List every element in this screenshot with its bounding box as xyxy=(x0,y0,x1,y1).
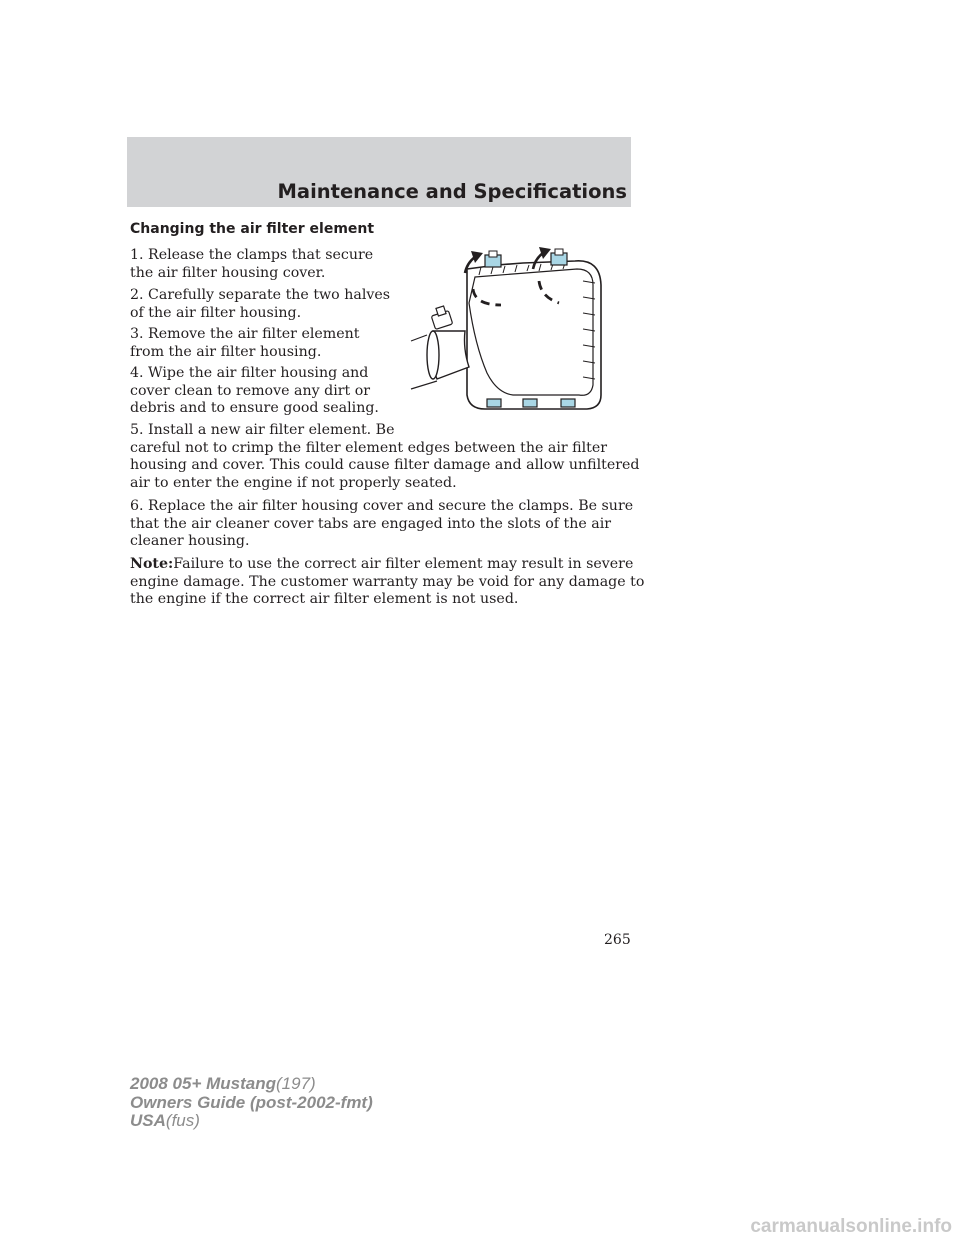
section-title: Changing the air filter element xyxy=(130,221,375,237)
step-3-line: from the air filter housing. xyxy=(130,343,322,360)
step-3 xyxy=(130,326,359,361)
step-1 xyxy=(130,247,373,282)
step-6-line: 6. Replace the air filter housing cover and secure the clamps. Be sure xyxy=(130,498,634,514)
bottom-clip xyxy=(523,399,537,407)
footer xyxy=(130,1075,373,1131)
step-6-line: cleaner housing. xyxy=(130,533,250,549)
footer-guide: Owners Guide (post-2002-fmt) xyxy=(130,1092,373,1112)
step-5-line: 5. Install a new air filter element. Be xyxy=(130,422,395,438)
step-4-line: 4. Wipe the air filter housing and xyxy=(130,365,369,381)
step-6 xyxy=(130,498,633,551)
step-6-line: that the air cleaner cover tabs are engaged into the slots of the air xyxy=(130,515,612,532)
note-label: Note: xyxy=(130,556,174,572)
note-line: engine damage. The customer warranty may be void for any damage to xyxy=(130,573,645,590)
step-1-line: the air filter housing cover. xyxy=(130,264,326,281)
note-line: Failure to use the correct air filter element may result in severe xyxy=(173,556,634,572)
step-1-line: 1. Release the clamps that secure xyxy=(130,247,374,263)
air-filter-housing-illustration xyxy=(405,245,605,413)
housing-outline xyxy=(467,261,601,409)
note xyxy=(130,556,644,609)
step-2-line: 2. Carefully separate the two halves xyxy=(130,287,391,303)
note-line: the engine if the correct air filter element is not used. xyxy=(130,591,519,607)
footer-model-code: (197) xyxy=(276,1074,316,1093)
step-2 xyxy=(130,287,390,322)
step-5-line: housing and cover. This could cause filter damage and allow unfiltered xyxy=(130,457,640,473)
step-5 xyxy=(130,422,639,492)
page-number: 265 xyxy=(604,932,631,948)
step-3-line: 3. Remove the air filter element xyxy=(130,326,360,342)
intake-opening xyxy=(427,331,439,379)
footer-region-code: (fus) xyxy=(165,1111,200,1130)
arrow-icon xyxy=(539,247,551,259)
step-5-line: air to enter the engine if not properly seated. xyxy=(130,474,457,491)
bottom-clip xyxy=(487,399,501,407)
page-header-title: Maintenance and Specifications xyxy=(277,180,627,203)
arrow-icon xyxy=(471,251,483,263)
footer-model: 2008 05+ Mustang xyxy=(130,1074,276,1093)
step-4 xyxy=(130,365,379,418)
step-4-line: cover clean to remove any dirt or xyxy=(130,382,371,399)
header-band xyxy=(127,137,631,207)
watermark: carmanualsonline.info xyxy=(750,1216,952,1237)
bottom-clip xyxy=(561,399,575,407)
step-4-line: debris and to ensure good sealing. xyxy=(130,400,379,416)
step-2-line: of the air filter housing. xyxy=(130,304,302,321)
footer-region: USA xyxy=(130,1111,166,1130)
step-5-line: careful not to crimp the filter element edges between the air filter xyxy=(130,439,608,456)
